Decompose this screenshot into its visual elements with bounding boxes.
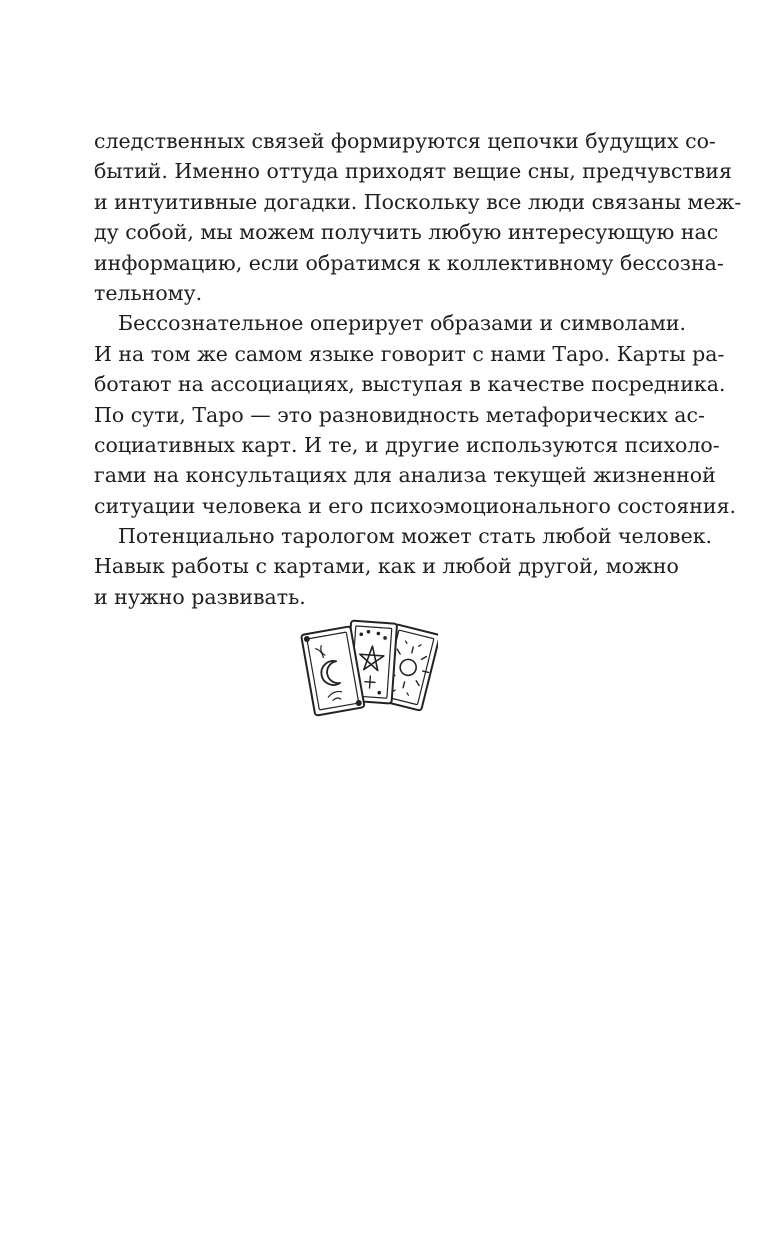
text-line: и нужно развивать. xyxy=(94,584,306,609)
text-line: Бессознательное оперирует образами и символами. xyxy=(118,311,687,336)
text-line: ду собой, мы можем получить любую интересующую нас xyxy=(94,220,719,245)
text-line: И на том же самом языке говорит с нами Таро. Карты ра- xyxy=(94,341,725,366)
text-line: Навык работы с картами, как и любой другой, можно xyxy=(94,554,679,579)
text-line: бытий. Именно оттуда приходят вещие сны, предчувствия xyxy=(94,159,732,184)
text-line: информацию, если обратимся к коллективному бессозна- xyxy=(94,250,724,275)
body-text xyxy=(94,126,742,612)
text-line: ботают на ассоциациях, выступая в качестве посредника. xyxy=(94,372,726,397)
text-line: следственных связей формируются цепочки будущих со- xyxy=(94,129,716,153)
text-line: гами на консультациях для анализа текущей жизненной xyxy=(94,463,716,488)
text-line: По сути, Таро — это разновидность метафорических ас- xyxy=(94,402,705,427)
text-line: социативных карт. И те, и другие используются психоло- xyxy=(94,432,720,457)
text-line: Потенциально тарологом может стать любой человек. xyxy=(118,524,713,549)
text-line: и интуитивные догадки. Поскольку все люди связаны меж- xyxy=(94,189,742,214)
tarot-cards-icon xyxy=(298,612,438,718)
text-line: тельному. xyxy=(94,280,203,305)
text-line: ситуации человека и его психоэмоционального состояния. xyxy=(94,493,737,518)
